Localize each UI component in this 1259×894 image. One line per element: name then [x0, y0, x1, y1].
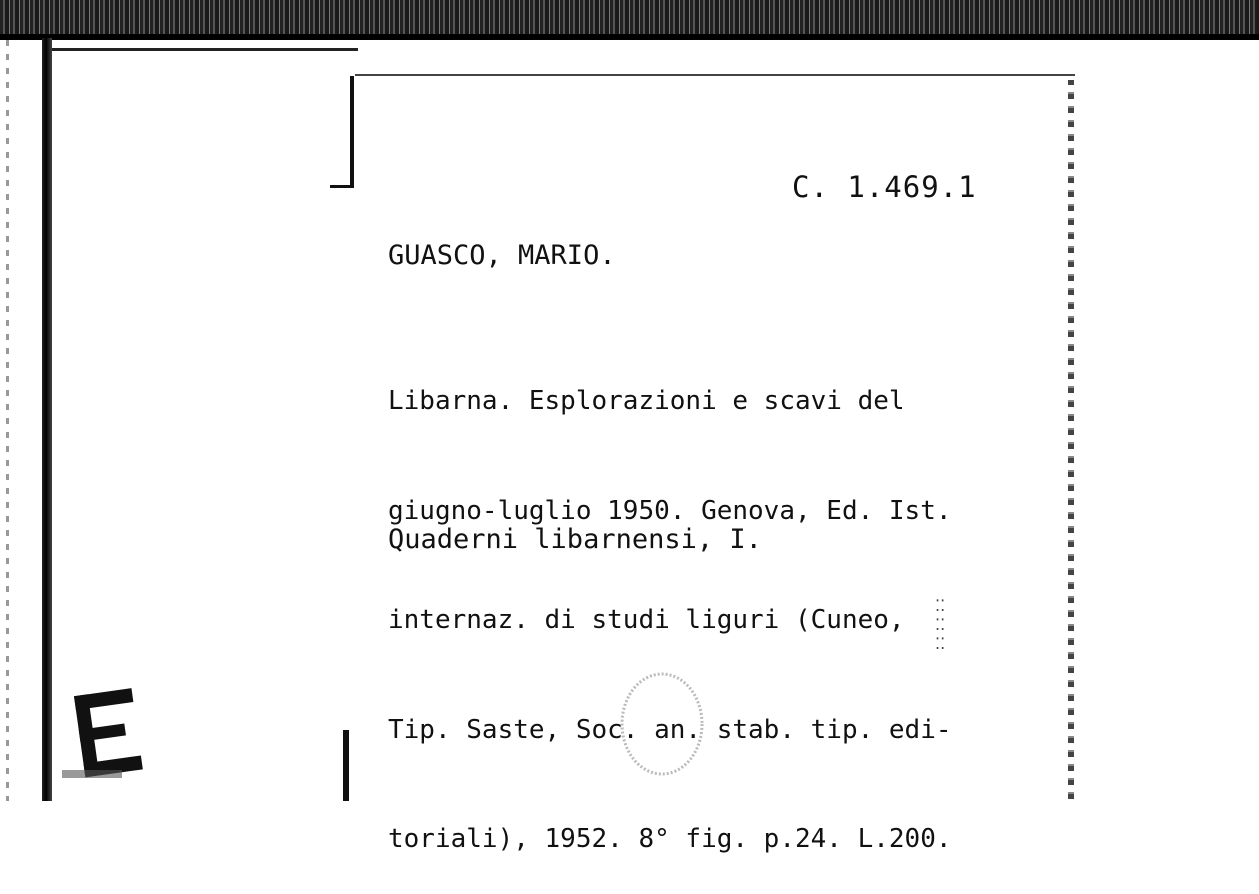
scan-top-edge	[0, 34, 1259, 40]
description-line: Tip. Saste, Soc. an. stab. tip. edi-	[388, 714, 952, 745]
author-heading: GUASCO, MARIO.	[388, 240, 616, 271]
faint-marks: ⁚⁚ ⁚⁚ ⁚⁚	[935, 596, 946, 653]
card-right-edge	[1068, 80, 1074, 801]
description-line: internaz. di studi liguri (Cuneo,	[388, 605, 905, 635]
card-bracket-vertical	[350, 76, 354, 188]
description-block	[388, 310, 952, 894]
series-note: Quaderni libarnensi, I.	[388, 524, 762, 555]
circular-stamp-icon	[614, 668, 710, 780]
description-line: giugno-luglio 1950. Genova, Ed. Ist.	[388, 495, 952, 526]
description-line: toriali), 1952. 8° fig. p.24. L.200.	[388, 824, 952, 854]
scan-horizontal-mark	[52, 48, 358, 51]
scan-top-noise	[0, 0, 1259, 38]
scan-left-faint-edge	[6, 40, 9, 801]
scan-left-border	[42, 38, 52, 801]
shelfmark: C. 1.469.1	[792, 170, 977, 204]
card-bottom-mark	[343, 730, 349, 801]
description-line: Libarna. Esplorazioni e scavi del	[388, 386, 905, 416]
e-stamp-icon	[62, 682, 152, 792]
card-top-edge	[355, 74, 1075, 76]
card-bracket-horizontal	[330, 185, 354, 188]
